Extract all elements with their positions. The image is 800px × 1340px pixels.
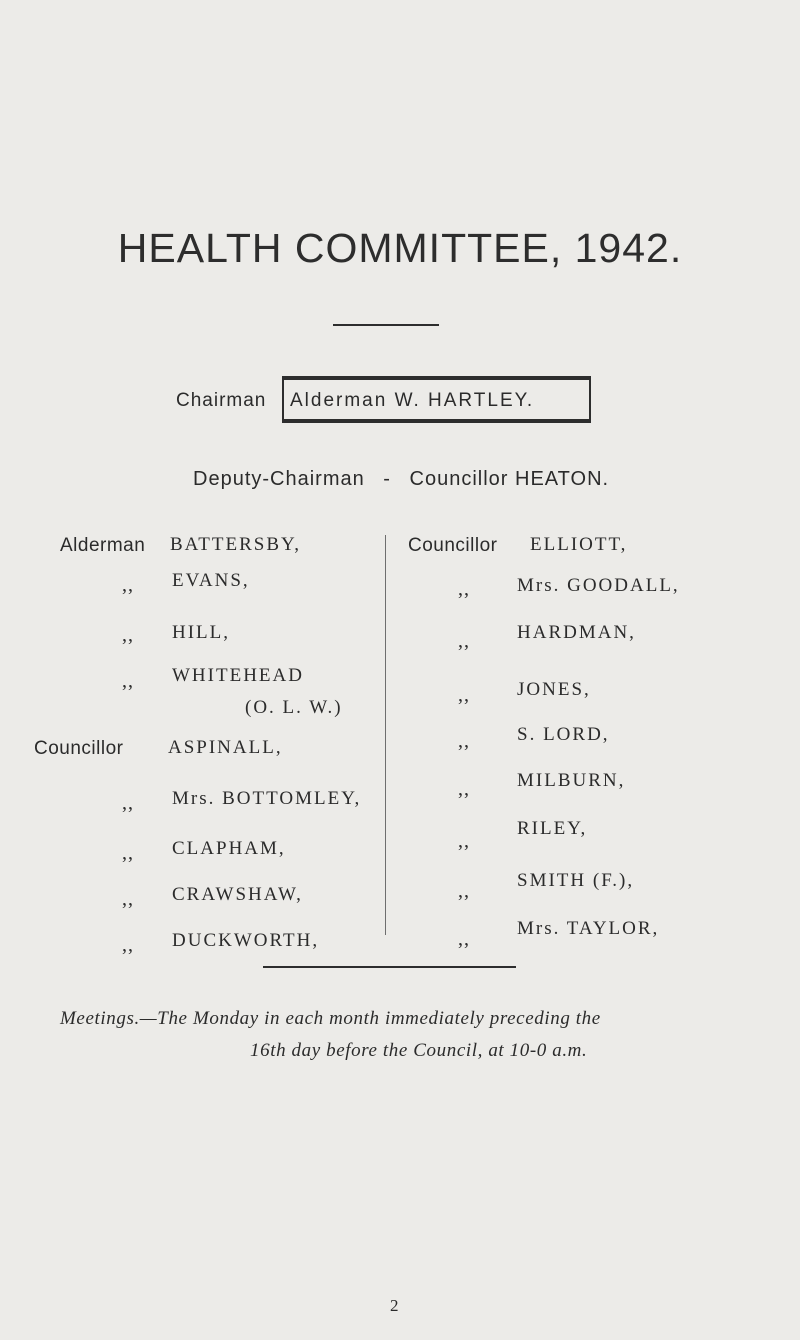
- chairman-name: Alderman W. HARTLEY.: [290, 390, 535, 411]
- page-title: HEALTH COMMITTEE, 1942.: [117, 225, 683, 271]
- right-member: SMITH (F.),: [517, 870, 635, 891]
- ditto-mark: ,,: [458, 730, 470, 752]
- ditto-mark: ,,: [122, 842, 134, 864]
- title-divider: [333, 324, 439, 326]
- meetings-note-line1: [60, 1008, 601, 1030]
- left-member: BATTERSBY,: [170, 534, 302, 555]
- left-member: CRAWSHAW,: [172, 884, 303, 905]
- ditto-mark: ,,: [122, 670, 134, 692]
- ditto-mark: ,,: [122, 792, 134, 814]
- deputy-chairman-name: Councillor HEATON.: [409, 468, 610, 490]
- deputy-chairman-label: Deputy-Chairman: [193, 468, 365, 490]
- ditto-mark: ,,: [122, 934, 134, 956]
- meetings-text-line1: —The Monday in each month immediately preceding the: [139, 1008, 601, 1029]
- page-number: 2: [390, 1296, 399, 1315]
- right-member: Mrs. TAYLOR,: [517, 918, 660, 939]
- ditto-mark: ,,: [458, 880, 470, 902]
- left-member: CLAPHAM,: [172, 838, 286, 859]
- councillor-prefix: Councillor: [34, 738, 124, 759]
- ditto-mark: ,,: [458, 778, 470, 800]
- councillor-prefix-right: Councillor: [408, 535, 498, 556]
- right-member: RILEY,: [517, 818, 588, 839]
- meetings-label: Meetings.: [60, 1008, 140, 1029]
- meetings-divider: [263, 966, 516, 968]
- left-member-note: (O. L. W.): [245, 697, 343, 718]
- right-member: HARDMAN,: [517, 622, 636, 643]
- deputy-chairman-dash: -: [383, 468, 391, 490]
- ditto-mark: ,,: [458, 578, 470, 600]
- ditto-mark: ,,: [458, 830, 470, 852]
- right-member: ELLIOTT,: [530, 534, 628, 555]
- ditto-mark: ,,: [458, 928, 470, 950]
- ditto-mark: ,,: [122, 888, 134, 910]
- right-member: Mrs. GOODALL,: [517, 575, 680, 596]
- ditto-mark: ,,: [122, 624, 134, 646]
- left-member: HILL,: [172, 622, 231, 643]
- deputy-chairman-line: [193, 468, 609, 491]
- ditto-mark: ,,: [458, 684, 470, 706]
- right-member: JONES,: [517, 679, 591, 700]
- left-member: Mrs. BOTTOMLEY,: [172, 788, 362, 809]
- left-member: WHITEHEAD: [172, 665, 304, 686]
- left-member: EVANS,: [172, 570, 250, 591]
- chairman-label: Chairman: [176, 390, 267, 411]
- meetings-note-line2: 16th day before the Council, at 10-0 a.m.: [250, 1040, 588, 1061]
- left-member: DUCKWORTH,: [172, 930, 320, 951]
- column-divider: [385, 535, 386, 935]
- ditto-mark: ,,: [122, 574, 134, 596]
- left-member: ASPINALL,: [168, 737, 283, 758]
- right-member: MILBURN,: [517, 770, 626, 791]
- ditto-mark: ,,: [458, 630, 470, 652]
- right-member: S. LORD,: [517, 724, 610, 745]
- alderman-prefix: Alderman: [60, 535, 146, 556]
